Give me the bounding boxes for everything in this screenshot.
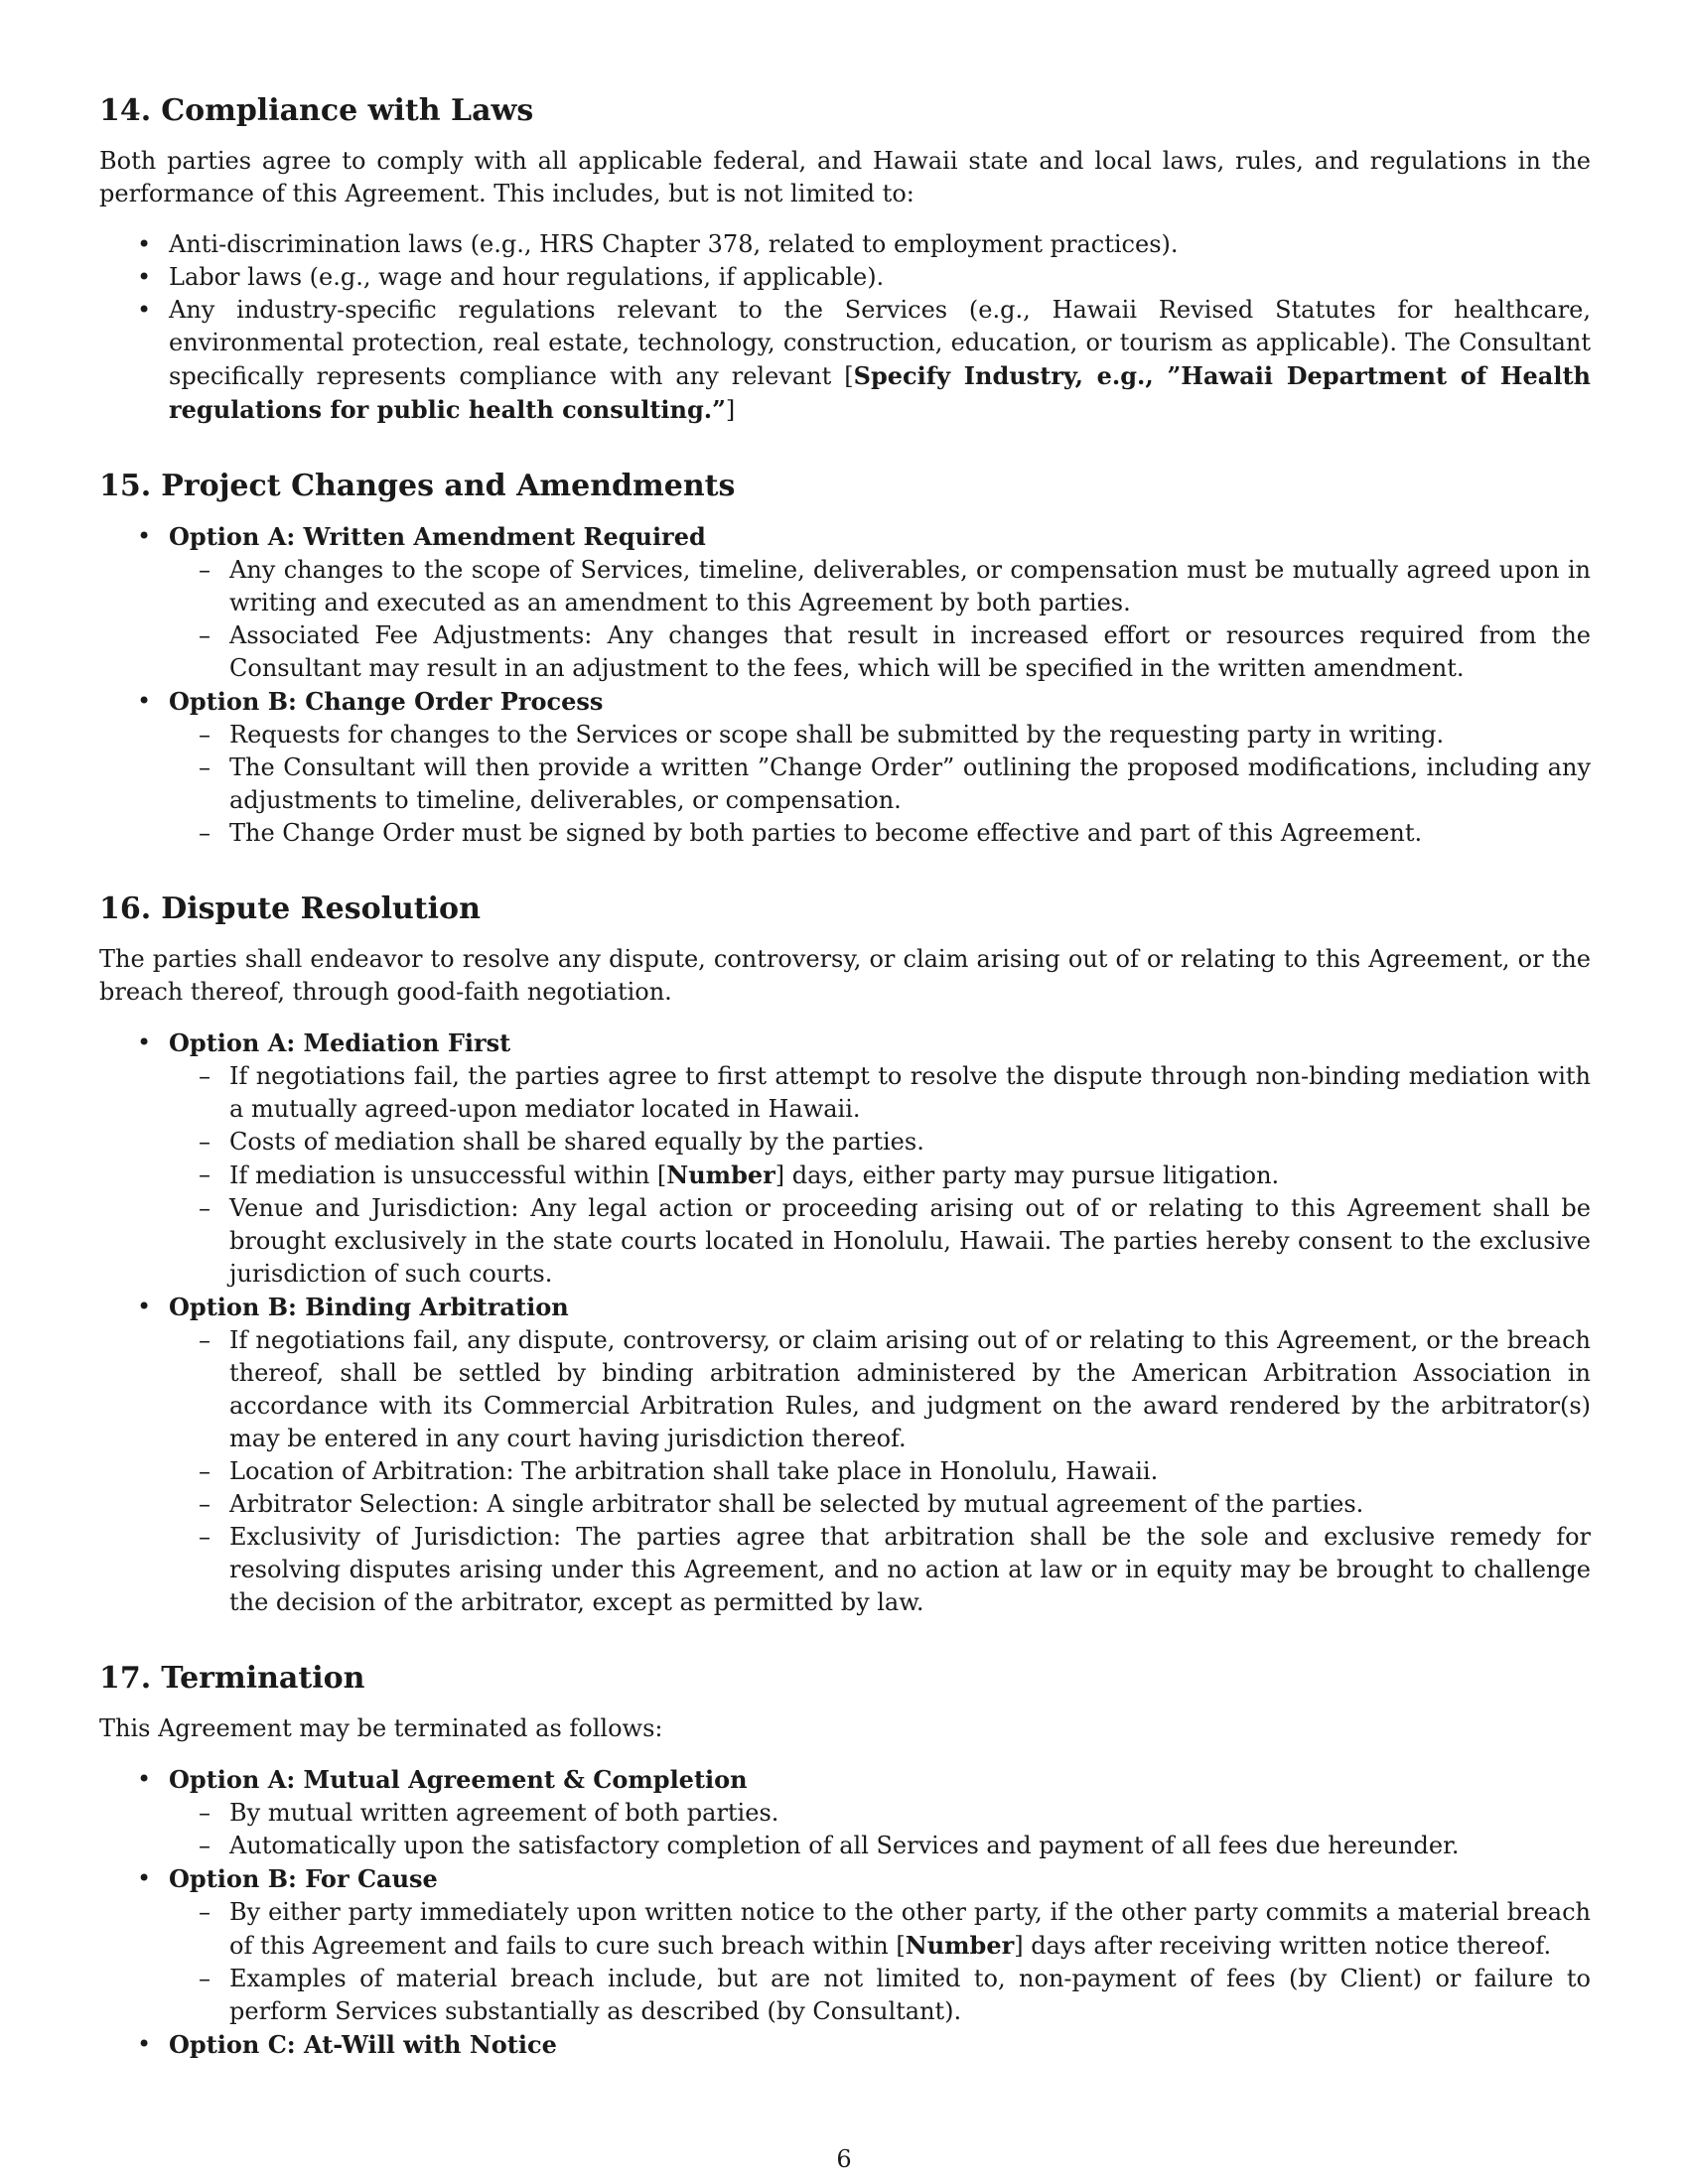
sub-list-item: – Arbitrator Selection: A single arbitrator shall be selected by mutual agreement of the parties. xyxy=(169,1488,1591,1521)
section-14 xyxy=(99,91,1591,427)
bullet-list xyxy=(99,1763,1591,2062)
option-label: Option A: Mutual Agreement & Completion xyxy=(169,1765,748,1794)
sub-list-item xyxy=(169,1896,1591,1963)
section-title: Dispute Resolution xyxy=(161,891,481,926)
option-label: Option C: At-Will with Notice xyxy=(169,2030,557,2059)
sub-list-item: – The Consultant will then provide a written ”Change Order” outlining the proposed modifications, including any adjustments to timeline, deliverables, or compensation. xyxy=(169,751,1591,817)
section-heading xyxy=(99,91,1591,131)
sub-list xyxy=(169,1896,1591,2028)
sub-list-item: – Costs of mediation shall be shared equally by the parties. xyxy=(169,1126,1591,1159)
section-title: Project Changes and Amendments xyxy=(161,469,736,503)
sub-list-item: – Requests for changes to the Services or scope shall be submitted by the requesting party in writing. xyxy=(169,719,1591,751)
section-title: Termination xyxy=(161,1661,365,1696)
list-item: • Labor laws (e.g., wage and hour regulations, if applicable). xyxy=(99,261,1591,294)
section-16 xyxy=(99,889,1591,1619)
sub-list-item: – If negotiations fail, any dispute, controversy, or claim arising out of or relating to this Agreement, or the breach thereof, shall be settled by binding arbitration administered by the American Arbitration Association in accordance with its Commercial Arbitration Rules, and judgment on the award rendered by the arbitrator(s) may be entered in any court having jurisdiction thereof. xyxy=(169,1324,1591,1455)
sub-list-item-text: By either party immediately upon written notice to the other party, if the other party commits a material breach of this Agreement and fails to cure such breach within [ xyxy=(229,1898,1591,1960)
list-item xyxy=(99,1862,1591,2028)
section-intro: This Agreement may be terminated as follows: xyxy=(99,1714,663,1742)
section-heading xyxy=(99,889,1591,929)
sub-list xyxy=(169,719,1591,850)
list-item-text: ] xyxy=(725,396,736,424)
list-item xyxy=(99,1763,1591,1862)
option-label: Option B: Change Order Process xyxy=(169,687,604,716)
option-label: Option B: For Cause xyxy=(169,1864,438,1893)
list-item xyxy=(99,294,1591,427)
list-item xyxy=(99,1026,1591,1291)
sub-list-item: – Any changes to the scope of Services, timeline, deliverables, or compensation must be mutually agreed upon in writing and executed as an amendment to this Agreement by both parties. xyxy=(169,554,1591,619)
sub-list-item-text: ] days, either party may pursue litigation. xyxy=(774,1161,1280,1189)
placeholder-bold: Number xyxy=(905,1931,1015,1960)
section-number: 17. xyxy=(99,1661,152,1696)
section-heading xyxy=(99,467,1591,506)
bullet-list xyxy=(99,1026,1591,1619)
option-label: Option B: Binding Arbitration xyxy=(169,1293,569,1321)
sub-list xyxy=(169,1797,1591,1862)
list-item xyxy=(99,2028,1591,2062)
sub-list xyxy=(169,554,1591,685)
bullet-list xyxy=(99,228,1591,427)
section-title: Compliance with Laws xyxy=(161,93,534,128)
sub-list-item: – Automatically upon the satisfactory completion of all Services and payment of all fees due hereunder. xyxy=(169,1830,1591,1862)
list-item xyxy=(99,1291,1591,1619)
sub-list-item: – Location of Arbitration: The arbitration shall take place in Honolulu, Hawaii. xyxy=(169,1455,1591,1488)
page-number: 6 xyxy=(836,2145,852,2173)
document-page xyxy=(99,91,1591,2102)
placeholder-bold: Specify Industry, e.g., ”Hawaii Department of Health regulations for public health consulting.” xyxy=(169,361,1591,424)
sub-list-item: – Exclusivity of Jurisdiction: The parties agree that arbitration shall be the sole and exclusive remedy for resolving disputes arising under this Agreement, and no action at law or in equity may be brought to challenge the decision of the arbitrator, except as permitted by law. xyxy=(169,1521,1591,1619)
sub-list-item xyxy=(169,1159,1591,1192)
bullet-list xyxy=(99,520,1591,850)
sub-list-item: – Examples of material breach include, but are not limited to, non-payment of fees (by Client) or failure to perform Services substantially as described (by Consultant). xyxy=(169,1963,1591,2028)
sub-list-item-text: ] days after receiving written notice thereof. xyxy=(1014,1932,1552,1960)
sub-list-item-text: If mediation is unsuccessful within [ xyxy=(229,1161,667,1189)
section-15 xyxy=(99,467,1591,850)
section-intro: The parties shall endeavor to resolve any dispute, controversy, or claim arising out of or relating to this Agreement, or the breach thereof, through good-faith negotiation. xyxy=(99,945,1591,1006)
section-number: 16. xyxy=(99,891,152,926)
sub-list-item: – By mutual written agreement of both parties. xyxy=(169,1797,1591,1830)
sub-list xyxy=(169,1324,1591,1619)
list-item xyxy=(99,685,1591,850)
option-label: Option A: Written Amendment Required xyxy=(169,522,706,551)
sub-list-item: – If negotiations fail, the parties agree to first attempt to resolve the dispute through non-binding mediation with a mutually agreed-upon mediator located in Hawaii. xyxy=(169,1060,1591,1126)
sub-list-item: – Associated Fee Adjustments: Any changes that result in increased effort or resources required from the Consultant may result in an adjustment to the fees, which will be specified in the written amendment. xyxy=(169,619,1591,685)
section-number: 14. xyxy=(99,93,152,128)
list-item-text: Any industry-specific regulations relevant to the Services (e.g., Hawaii Revised Statutes for healthcare, environmental protection, real estate, technology, construction, education, or tourism as applicable). The Consultant specifically represents compliance with any relevant [ xyxy=(169,296,1591,390)
sub-list-item: – The Change Order must be signed by both parties to become effective and part of this Agreement. xyxy=(169,817,1591,850)
sub-list-item: – Venue and Jurisdiction: Any legal action or proceeding arising out of or relating to this Agreement shall be brought exclusively in the state courts located in Honolulu, Hawaii. The parties hereby consent to the exclusive jurisdiction of such courts. xyxy=(169,1192,1591,1291)
option-label: Option A: Mediation First xyxy=(169,1028,511,1057)
list-item xyxy=(99,520,1591,685)
placeholder-bold: Number xyxy=(666,1160,775,1189)
section-17 xyxy=(99,1659,1591,2062)
list-item: • Anti-discrimination laws (e.g., HRS Chapter 378, related to employment practices). xyxy=(99,228,1591,261)
sub-list xyxy=(169,1060,1591,1291)
section-heading xyxy=(99,1659,1591,1699)
section-number: 15. xyxy=(99,469,152,503)
section-intro: Both parties agree to comply with all applicable federal, and Hawaii state and local laws, rules, and regulations in the performance of this Agreement. This includes, but is not limited to: xyxy=(99,147,1591,207)
